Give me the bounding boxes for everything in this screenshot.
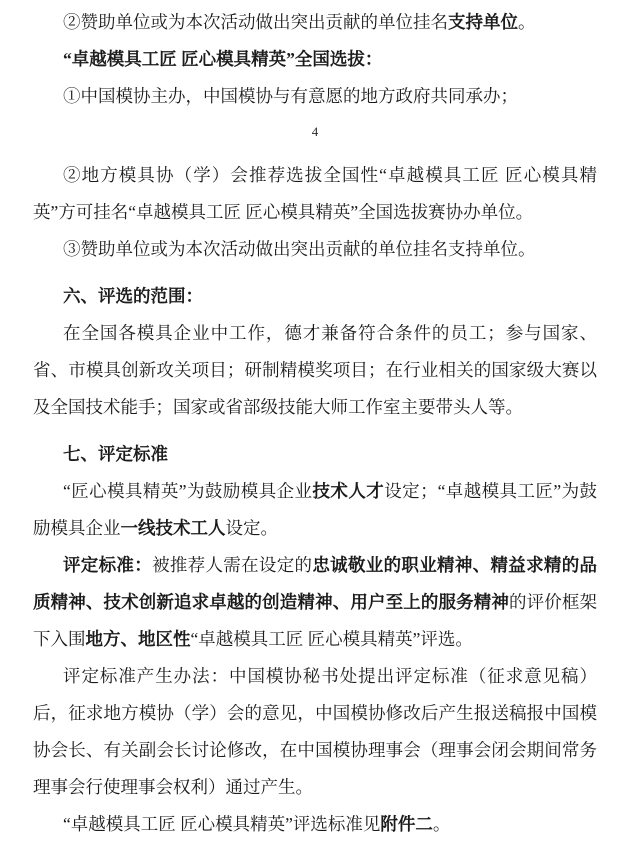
bold-text-run: 忠诚敬业的职业精神、精益求精的品质精神、技术创新追求卓越的创造精神、用户至上的服务精神 (33, 555, 598, 612)
body-paragraph (33, 547, 597, 658)
body-paragraph (33, 473, 597, 547)
bold-text-run: 支持单位 (448, 12, 518, 32)
bold-text-run: “卓越模具工匠 匠心模具精英”全国选拔： (63, 49, 383, 69)
bold-text-run: 七、评定标准 (63, 444, 168, 464)
text-run: ②赞助单位或为本次活动做出突出贡献的单位挂名 (63, 12, 448, 32)
bold-text-run: 评定标准： (63, 555, 153, 575)
text-run: 在全国各模具企业中工作，德才兼备符合条件的员工；参与国家、省、市模具创新攻关项目；研制精模奖项目；在行业相关的国家级大赛以及全国技术能手；国家或省部级技能大师工作室主要带头人等。 (33, 323, 597, 417)
text-run: 。 (518, 12, 536, 32)
document-body (33, 4, 597, 843)
body-paragraph (33, 4, 597, 41)
text-run: 的评价框架下入围 (33, 592, 598, 649)
text-run: 4 (311, 124, 319, 139)
body-paragraph (33, 658, 597, 806)
body-paragraph (33, 806, 597, 843)
bold-text-run: 附件二 (380, 814, 433, 834)
text-run: “卓越模具工匠 匠心模具精英”评选标准见 (63, 814, 381, 834)
section-heading (33, 436, 597, 473)
body-paragraph (33, 78, 597, 115)
page-number-footer (33, 117, 597, 147)
bold-text-run: 技术人才 (312, 481, 385, 501)
text-run: ②地方模具协（学）会推荐选拔全国性“卓越模具工匠 匠心模具精英”方可挂名“卓越模具工匠 匠心模具精英”全国选拔赛协办单位。 (33, 165, 597, 222)
bold-text-run: 六、评选的范围： (63, 286, 203, 306)
bold-text-run: 一线技术工人 (120, 518, 226, 538)
body-paragraph (33, 315, 597, 426)
text-run: 设定。 (225, 518, 278, 538)
text-run: ①中国模协主办，中国模协与有意愿的地方政府共同承办； (63, 86, 518, 106)
text-run: 。 (432, 814, 451, 834)
section-heading (33, 278, 597, 315)
text-run: 被推荐人需在设定的 (152, 555, 313, 575)
body-paragraph (33, 231, 597, 268)
text-run: “卓越模具工匠 匠心模具精英”评选。 (190, 629, 473, 649)
body-paragraph (33, 157, 597, 231)
text-run: ③赞助单位或为本次活动做出突出贡献的单位挂名支持单位。 (63, 239, 536, 259)
text-run: “匠心模具精英”为鼓励模具企业 (63, 481, 313, 501)
bold-lead-paragraph (33, 41, 597, 78)
text-run: 评定标准产生办法：中国模协秘书处提出评定标准（征求意见稿）后，征求地方模协（学）会的意见，中国模协修改后产生报送稿报中国模协会长、有关副会长讨论修改，在中国模协理事会（理事会闭会期间常务理事会行使理事会权利）通过产生。 (33, 666, 597, 797)
text-run: 设定；“卓越模具工匠”为鼓励模具企业 (33, 481, 598, 538)
bold-text-run: 地方、地区性 (85, 629, 191, 649)
